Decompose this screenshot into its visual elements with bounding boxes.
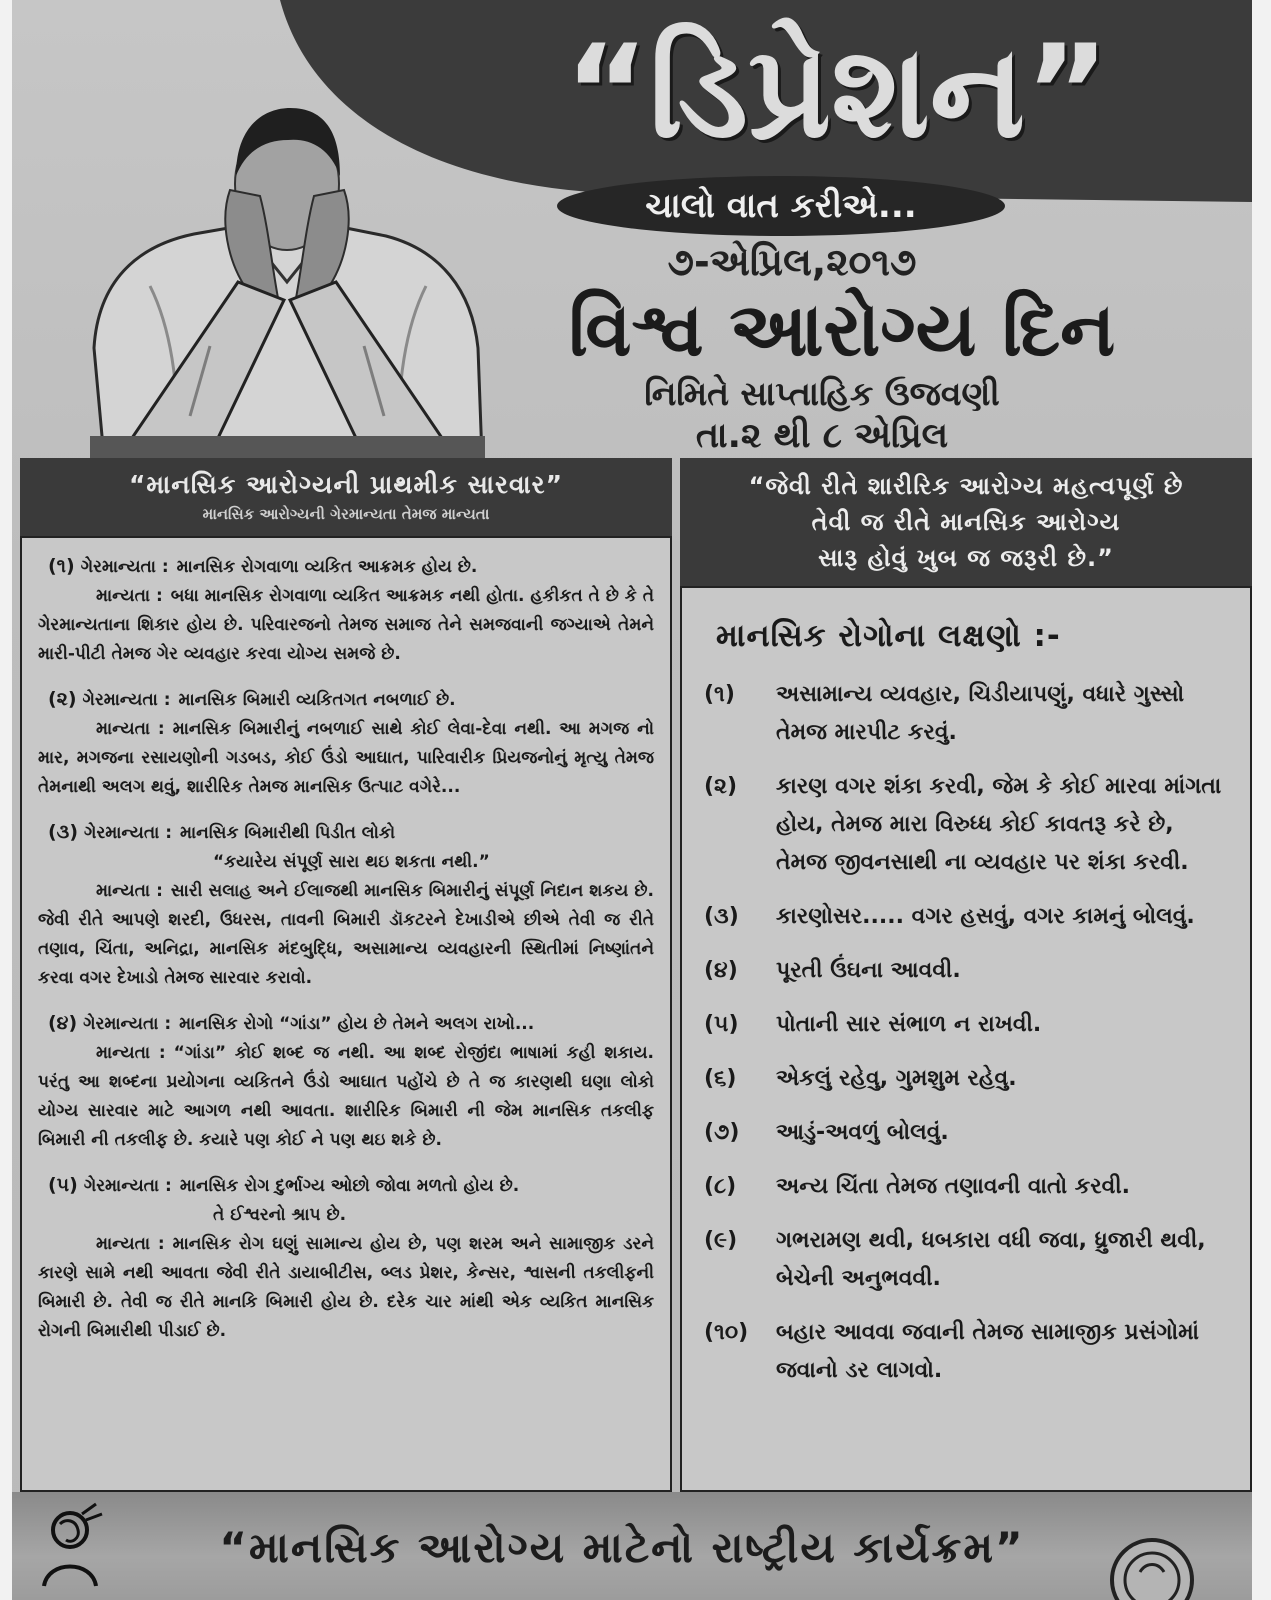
item-number: (૧) — [48, 555, 75, 577]
item-number: (૨) — [48, 688, 77, 710]
myth-text: માનસિક રોગ દુર્ભાગ્ય ઓછો જોવા મળતો હોય છે. — [179, 1176, 520, 1196]
symptom-text: બહાર આવવા જવાની તેમજ સામાજીક પ્રસંગોમાં જવાનો ડર લાગવો. — [776, 1320, 1200, 1383]
myth-fact-item-4 — [38, 1009, 654, 1155]
tagline-oval: ચાલો વાત કરીએ... — [557, 176, 1005, 236]
seal-icon — [1102, 1532, 1202, 1600]
program-emblem-icon — [30, 1500, 110, 1592]
quote-line: સારૂ હોવું ખુબ જ જરૂરી છે.” — [818, 544, 1114, 572]
symptom-number: (૫) — [704, 1012, 739, 1037]
quote-line: “જેવી રીતે શારીરિક આરોગ્ય મહત્વપૂર્ણ છે — [748, 472, 1184, 500]
symptom-item — [704, 1060, 1228, 1098]
fact-text: માનસિક બિમારીનું નબળાઈ સાથે કોઈ લેવા-દેવા નથી. આ મગજ નો માર, મગજના રસાયણોની ગડબડ, કોઈ ઉંડો આઘાત, પારિવારીક પ્રિયજનોનું મૃત્યુ તેમજ તેમનાથી અલગ થવું, શારીરિક તેમજ માનસિક ઉત્પાટ વગેરે... — [38, 719, 654, 797]
myth-line — [38, 818, 654, 848]
item-number: (૫) — [48, 1174, 78, 1196]
fact-paragraph — [38, 582, 654, 669]
fact-paragraph — [38, 1230, 654, 1346]
myth-fact-item-1 — [38, 552, 654, 669]
symptom-item — [704, 676, 1228, 752]
fact-text: બધા માનસિક રોગવાળા વ્યકિત આક્રમક નથી હોતા. હકીકત તે છે કે તે ગેરમાન્યતાના શિકાર હોય છે. પરિવારજનો તેમજ સમાજ તેને સમજવાની જગ્યાએ તેમને મારી-પીટી તેમજ ગેર વ્યવહાર કરવા યોગ્ય સમજે છે. — [38, 586, 654, 664]
myth-text: માનસિક બિમારી વ્યકિતગત નબળાઈ છે. — [178, 690, 456, 710]
symptom-item — [704, 1314, 1228, 1390]
myth-continuation: “કયારેય સંપૂર્ણ સારા થઇ શકતા નથી.” — [213, 852, 490, 872]
symptom-text: અન્ય ચિંતા તેમજ તણાવની વાતો કરવી. — [776, 1174, 1131, 1199]
symptom-item — [704, 1114, 1228, 1152]
symptom-item — [704, 898, 1228, 936]
fact-label: માન્યતા : — [96, 1234, 165, 1254]
depression-poster — [12, 0, 1252, 1600]
fact-paragraph — [38, 715, 654, 802]
event-date: ૭-એપ્રિલ,૨૦૧૭ — [667, 240, 917, 284]
event-date-range: તા.૨ થી ૮ એપ્રિલ — [695, 416, 949, 456]
importance-quote-header — [680, 458, 1252, 586]
item-number: (૪) — [48, 1012, 78, 1034]
symptom-number: (૭) — [704, 1120, 740, 1145]
myth-text: માનસિક રોગવાળા વ્યકિત આક્રમક હોય છે. — [176, 557, 478, 577]
event-subtitle: નિમિતે સાપ્તાહિક ઉજવણી — [644, 374, 1000, 413]
symptom-number: (૨) — [704, 774, 738, 799]
myth-text: માનસિક બિમારીથી પિડીત લોકો — [180, 823, 396, 843]
symptom-text: આડું-અવળું બોલવું. — [776, 1120, 949, 1145]
myth-label: ગેરમાન્યતા : — [82, 690, 171, 710]
fact-text: સારી સલાહ અને ઈલાજથી માનસિક બિમારીનું સંપૂર્ણ નિદાન શકય છે. જેવી રીતે આપણે શરદી, ઉધરસ, તાવની બિમારી ડૉકટરને દેખાડીએ છીએ તેવી જ રીતે તણાવ, ચિંતા, અનિદ્રા, માનસિક મંદબુદ્ધિ, અસામાન્ય વ્યવહારની સ્થિતીમાં નિષ્ણાંતને કરવા વગર દેખાડો તેમજ સારવાર કરાવો. — [38, 881, 654, 988]
fact-label: માન્યતા : — [96, 586, 163, 606]
symptom-number: (૧) — [704, 682, 735, 707]
symptom-text: ગભરામણ થવી, ધબકારા વધી જવા, ધ્રુજારી થવી, બેચેની અનુભવવી. — [776, 1228, 1206, 1291]
symptoms-title: માનસિક રોગોના લક્ષણો :- — [716, 618, 1061, 654]
quote-line: તેવી જ રીતે માનસિક આરોગ્ય — [811, 508, 1121, 536]
symptom-text: કારણોસર..... વગર હસવું, વગર કામનું બોલવું. — [776, 904, 1195, 929]
symptom-text: એકલું રહેવુ, ગુમશુમ રહેવુ. — [776, 1066, 1017, 1091]
fact-label: માન્યતા : — [96, 719, 165, 739]
fact-label: માન્યતા : — [96, 881, 163, 901]
symptom-text: પૂરતી ઉંઘના આવવી. — [776, 958, 961, 983]
symptom-item — [704, 1168, 1228, 1206]
myth-label: ગેરમાન્યતા : — [83, 1014, 172, 1034]
myth-continuation: તે ઈશ્વરનો શ્રાપ છે. — [213, 1205, 347, 1225]
fact-text: માનસિક રોગ ઘણું સામાન્ય હોય છે, પણ શરમ અને સામાજીક ડરને કારણે સામે નથી આવતા જેવી રીતે ડાયાબીટીસ, બ્લડ પ્રેશર, કેન્સર, શ્વાસની તકલીફની બિમારી છે. તેવી જ રીતે માનકિ બિમારી હોય છે. દરેક ચાર માંથી એક વ્યકિત માનસિક રોગની બિમારીથી પીડાઈ છે. — [38, 1234, 654, 1341]
myth-fact-item-5 — [38, 1171, 654, 1346]
symptom-number: (૮) — [704, 1174, 737, 1199]
myth-label: ગેરમાન્યતા : — [83, 1176, 172, 1196]
symptoms-panel — [680, 586, 1252, 1492]
myth-line — [38, 552, 654, 582]
symptom-number: (૯) — [704, 1228, 738, 1253]
myth-fact-item-3 — [38, 818, 654, 993]
symptom-text: કારણ વગર શંકા કરવી, જેમ કે કોઈ મારવા માંગતા હોય, તેમજ મારા વિરુધ્ધ કોઈ કાવતરૂ કરે છે, તેમજ જીવનસાથી ના વ્યવહાર પર શંકા કરવી. — [776, 774, 1222, 875]
myth-text: માનસિક રોગો “ગાંડા” હોય છે તેમને અલગ રાખો... — [179, 1014, 535, 1034]
poster-title: “ડિપ્રેશન” — [564, 18, 1110, 167]
myths-subheading: માનસિક આરોગ્યની ગેરમાન્યતા તેમજ માન્યતા — [202, 505, 490, 523]
fact-label: માન્યતા : — [96, 1043, 166, 1063]
symptom-item — [704, 1222, 1228, 1298]
myth-line — [38, 1009, 654, 1039]
myth-label: ગેરમાન્યતા : — [84, 823, 172, 843]
myth-line — [38, 1171, 654, 1201]
symptom-item — [704, 952, 1228, 990]
symptom-item — [704, 768, 1228, 882]
footer-title: “માનસિક આરોગ્ય માટેનો રાષ્ટ્રીય કાર્યક્રમ” — [219, 1523, 1025, 1572]
myth-fact-item-2 — [38, 685, 654, 802]
myth-line — [38, 685, 654, 715]
symptom-number: (૧૦) — [704, 1320, 749, 1345]
myths-heading: “માનસિક આરોગ્યની પ્રાથમીક સારવાર” — [128, 470, 564, 499]
fact-paragraph — [38, 877, 654, 993]
item-number: (૩) — [48, 821, 79, 843]
symptom-item — [704, 1006, 1228, 1044]
fact-paragraph — [38, 1039, 654, 1155]
symptom-text: અસામાન્ય વ્યવહાર, ચિડીયાપણું, વધારે ગુસ્સો તેમજ મારપીટ કરવું. — [776, 682, 1185, 745]
symptom-number: (૬) — [704, 1066, 737, 1091]
fact-text: “ગાંડા” કોઈ શબ્દ જ નથી. આ શબ્દ રોજીંદા ભાષામાં કહી શકાય. પરંતુ આ શબ્દના પ્રયોગના વ્યકિતને ઉંડો આઘાત પહોંચે છે તે જ કારણથી ઘણા લોકો યોગ્ય સારવાર માટે આગળ નથી આવતા. શારીરિક બિમારી ની જેમ માનસિક તકલીફ બિમારી ની તકલીફ છે. કયારે પણ કોઈ ને પણ થઇ શકે છે. — [38, 1043, 654, 1150]
program-footer — [12, 1492, 1252, 1600]
myths-section-header — [20, 458, 672, 536]
symptom-number: (૪) — [704, 958, 738, 983]
event-name: વિશ્વ આરોગ્ય દિન — [568, 287, 1116, 373]
myth-label: ગેરમાન્યતા : — [80, 557, 169, 577]
symptom-number: (૩) — [704, 904, 739, 929]
depressed-man-illustration — [90, 86, 485, 458]
myths-facts-panel — [20, 536, 672, 1492]
symptom-text: પોતાની સાર સંભાળ ન રાખવી. — [776, 1012, 1042, 1037]
